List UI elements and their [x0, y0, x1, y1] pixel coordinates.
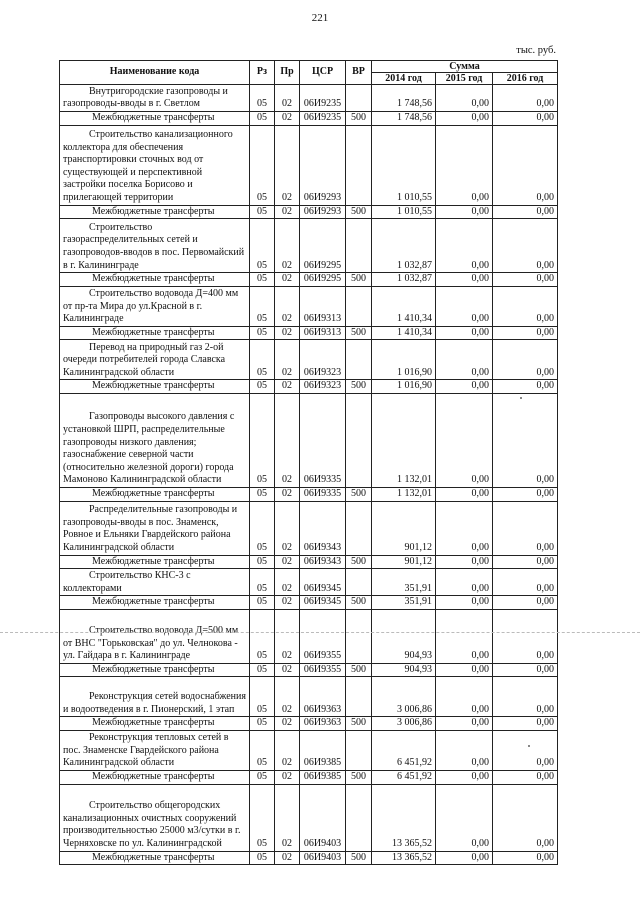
cell-pr: 02: [275, 380, 300, 394]
cell-csr: 06И9343: [300, 501, 346, 555]
cell-csr: 06И9345: [300, 596, 346, 610]
cell-2015: 0,00: [436, 112, 493, 126]
table-row-transfer: [60, 380, 558, 394]
cell-name: Межбюджетные трансферты: [60, 380, 250, 394]
cell-pr: 02: [275, 205, 300, 219]
cell-2016: 0,00: [493, 596, 558, 610]
cell-csr: 06И9355: [300, 609, 346, 663]
cell-2016: 0,00: [493, 609, 558, 663]
cell-rz: 05: [250, 717, 275, 731]
header-year-2015: 2015 год: [436, 73, 493, 85]
cell-csr: 06И9403: [300, 784, 346, 851]
cell-csr: 06И9295: [300, 273, 346, 287]
header-year-2016: 2016 год: [493, 73, 558, 85]
table-body: [60, 85, 558, 865]
cell-name: [60, 501, 250, 555]
table-row: [60, 609, 558, 663]
cell-pr: 02: [275, 730, 300, 770]
cell-vr: [346, 501, 372, 555]
cell-2014: 1 132,01: [372, 393, 436, 487]
cell-2014: 3 006,86: [372, 717, 436, 731]
cell-rz: 05: [250, 677, 275, 717]
cell-vr: [346, 286, 372, 326]
cell-2016: 0,00: [493, 286, 558, 326]
cell-vr: [346, 340, 372, 380]
header-vr: ВР: [346, 61, 372, 85]
cell-2016: 0,00: [493, 380, 558, 394]
cell-2016: 0,00: [493, 730, 558, 770]
cell-2015: 0,00: [436, 663, 493, 677]
cell-2015: 0,00: [436, 393, 493, 487]
cell-2014: 1 016,90: [372, 340, 436, 380]
cell-2016: 0,00: [493, 125, 558, 205]
table-row: [60, 125, 558, 205]
cell-2015: 0,00: [436, 125, 493, 205]
cell-2015: 0,00: [436, 219, 493, 273]
cell-2016: 0,00: [493, 851, 558, 865]
cell-pr: 02: [275, 273, 300, 287]
cell-rz: 05: [250, 340, 275, 380]
item-name: Строительство водовода Д=400 мм от пр-та Мира до ул.Красной в г. Калининграде: [63, 288, 239, 325]
cell-name: Межбюджетные трансферты: [60, 273, 250, 287]
table-row-transfer: [60, 555, 558, 569]
cell-2016: 0,00: [493, 393, 558, 487]
cell-vr: 500: [346, 205, 372, 219]
table-row: [60, 501, 558, 555]
cell-2015: 0,00: [436, 326, 493, 340]
cell-2014: 1 032,87: [372, 219, 436, 273]
cell-rz: 05: [250, 730, 275, 770]
table-row-transfer: [60, 487, 558, 501]
cell-name: [60, 609, 250, 663]
cell-pr: 02: [275, 569, 300, 596]
cell-csr: 06И9363: [300, 717, 346, 731]
cell-2016: 0,00: [493, 770, 558, 784]
cell-2015: 0,00: [436, 569, 493, 596]
cell-2014: 1 410,34: [372, 326, 436, 340]
cell-2014: 13 365,52: [372, 784, 436, 851]
header-name: Наименование кода: [60, 61, 250, 85]
cell-pr: 02: [275, 112, 300, 126]
table-row: [60, 219, 558, 273]
item-name: Реконструкция сетей водоснабжения и водоотведения в г. Пионерский, 1 этап: [63, 691, 246, 715]
cell-2015: 0,00: [436, 770, 493, 784]
cell-pr: 02: [275, 501, 300, 555]
cell-csr: 06И9323: [300, 340, 346, 380]
table-row-transfer: [60, 851, 558, 865]
cell-pr: 02: [275, 770, 300, 784]
cell-vr: 500: [346, 851, 372, 865]
item-name: Строительство канализационного коллектора для обеспечения транспортировки сточных вод от существующей и перспективной застройки поселка Борисово и прилегающей территории: [63, 129, 233, 203]
page-number: 221: [311, 12, 329, 24]
cell-pr: 02: [275, 340, 300, 380]
table-row-transfer: [60, 112, 558, 126]
header-row-top: [60, 61, 558, 73]
cell-2014: 904,93: [372, 609, 436, 663]
cell-name: [60, 393, 250, 487]
cell-2014: 901,12: [372, 501, 436, 555]
cell-pr: 02: [275, 609, 300, 663]
cell-csr: 06И9313: [300, 286, 346, 326]
cell-2015: 0,00: [436, 609, 493, 663]
cell-2014: 1 132,01: [372, 487, 436, 501]
cell-name: [60, 219, 250, 273]
cell-pr: 02: [275, 326, 300, 340]
cell-name: Межбюджетные трансферты: [60, 717, 250, 731]
cell-2016: 0,00: [493, 340, 558, 380]
cell-2016: 0,00: [493, 219, 558, 273]
cell-rz: 05: [250, 380, 275, 394]
cell-name: Межбюджетные трансферты: [60, 555, 250, 569]
cell-rz: 05: [250, 393, 275, 487]
cell-rz: 05: [250, 125, 275, 205]
cell-rz: 05: [250, 851, 275, 865]
cell-vr: [346, 125, 372, 205]
cell-pr: 02: [275, 85, 300, 112]
table-row: [60, 85, 558, 112]
table-row: [60, 569, 558, 596]
cell-2014: 1 016,90: [372, 380, 436, 394]
cell-name: [60, 677, 250, 717]
cell-vr: 500: [346, 326, 372, 340]
cell-pr: 02: [275, 125, 300, 205]
cell-name: [60, 85, 250, 112]
cell-csr: 06И9293: [300, 205, 346, 219]
cell-2015: 0,00: [436, 555, 493, 569]
scan-artifact-dot: [520, 397, 522, 399]
cell-vr: 500: [346, 770, 372, 784]
table-row-transfer: [60, 205, 558, 219]
cell-2016: 0,00: [493, 326, 558, 340]
cell-2015: 0,00: [436, 286, 493, 326]
table-row: [60, 340, 558, 380]
cell-2016: 0,00: [493, 273, 558, 287]
cell-csr: 06И9355: [300, 663, 346, 677]
cell-vr: [346, 730, 372, 770]
table-row-transfer: [60, 326, 558, 340]
cell-name: [60, 340, 250, 380]
item-name: Распределительные газопроводы и газопроводы-вводы в пос. Знаменск, Ровное и Ельняки Гвардейского района Калининградской области: [63, 504, 238, 553]
cell-csr: 06И9313: [300, 326, 346, 340]
cell-csr: 06И9293: [300, 125, 346, 205]
cell-name: Межбюджетные трансферты: [60, 205, 250, 219]
cell-2015: 0,00: [436, 340, 493, 380]
cell-2016: 0,00: [493, 677, 558, 717]
cell-vr: [346, 569, 372, 596]
header-rz: Рз: [250, 61, 275, 85]
cell-vr: 500: [346, 663, 372, 677]
cell-2016: 0,00: [493, 487, 558, 501]
cell-2015: 0,00: [436, 596, 493, 610]
cell-2015: 0,00: [436, 730, 493, 770]
cell-pr: 02: [275, 555, 300, 569]
cell-csr: 06И9385: [300, 770, 346, 784]
table-row: [60, 286, 558, 326]
cell-pr: 02: [275, 596, 300, 610]
cell-name: [60, 286, 250, 326]
cell-2016: 0,00: [493, 112, 558, 126]
table-row: [60, 677, 558, 717]
cell-2014: 904,93: [372, 663, 436, 677]
cell-rz: 05: [250, 286, 275, 326]
header-sum: Сумма: [372, 61, 558, 73]
cell-pr: 02: [275, 663, 300, 677]
cell-2015: 0,00: [436, 85, 493, 112]
cell-vr: 500: [346, 555, 372, 569]
cell-csr: 06И9363: [300, 677, 346, 717]
cell-vr: 500: [346, 717, 372, 731]
cell-rz: 05: [250, 112, 275, 126]
item-name: Реконструкция тепловых сетей в пос. Знаменске Гвардейского района Калининградской области: [63, 732, 229, 769]
cell-rz: 05: [250, 770, 275, 784]
cell-2014: 6 451,92: [372, 770, 436, 784]
table-row: [60, 393, 558, 487]
cell-name: [60, 784, 250, 851]
header-csr: ЦСР: [300, 61, 346, 85]
scan-artifact-line: [0, 632, 640, 633]
cell-rz: 05: [250, 487, 275, 501]
cell-2015: 0,00: [436, 784, 493, 851]
cell-2016: 0,00: [493, 717, 558, 731]
cell-2015: 0,00: [436, 380, 493, 394]
cell-2014: 1 032,87: [372, 273, 436, 287]
cell-rz: 05: [250, 205, 275, 219]
table-row-transfer: [60, 717, 558, 731]
cell-2016: 0,00: [493, 663, 558, 677]
cell-rz: 05: [250, 609, 275, 663]
cell-rz: 05: [250, 273, 275, 287]
item-name: Внутригородские газопроводы и газопроводы-вводы в г. Светлом: [63, 85, 228, 110]
cell-csr: 06И9235: [300, 112, 346, 126]
cell-name: Межбюджетные трансферты: [60, 326, 250, 340]
cell-vr: 500: [346, 112, 372, 126]
cell-name: Межбюджетные трансферты: [60, 851, 250, 865]
cell-pr: 02: [275, 219, 300, 273]
item-name: Строительство КНС-3 с коллекторами: [63, 569, 191, 594]
cell-pr: 02: [275, 286, 300, 326]
table-row: [60, 730, 558, 770]
cell-name: Межбюджетные трансферты: [60, 487, 250, 501]
cell-2015: 0,00: [436, 501, 493, 555]
cell-pr: 02: [275, 487, 300, 501]
cell-2016: 0,00: [493, 569, 558, 596]
cell-pr: 02: [275, 784, 300, 851]
cell-name: Межбюджетные трансферты: [60, 112, 250, 126]
cell-pr: 02: [275, 717, 300, 731]
table-row-transfer: [60, 273, 558, 287]
cell-csr: 06И9335: [300, 487, 346, 501]
cell-csr: 06И9403: [300, 851, 346, 865]
cell-csr: 06И9235: [300, 85, 346, 112]
cell-2014: 1 010,55: [372, 125, 436, 205]
cell-2015: 0,00: [436, 677, 493, 717]
cell-vr: [346, 219, 372, 273]
budget-table: [59, 60, 558, 865]
cell-pr: 02: [275, 393, 300, 487]
cell-2015: 0,00: [436, 205, 493, 219]
cell-csr: 06И9385: [300, 730, 346, 770]
cell-2014: 901,12: [372, 555, 436, 569]
cell-2016: 0,00: [493, 784, 558, 851]
cell-2015: 0,00: [436, 717, 493, 731]
cell-2014: 1 010,55: [372, 205, 436, 219]
cell-2015: 0,00: [436, 851, 493, 865]
cell-csr: 06И9345: [300, 569, 346, 596]
cell-2016: 0,00: [493, 501, 558, 555]
table-row-transfer: [60, 663, 558, 677]
cell-vr: 500: [346, 596, 372, 610]
cell-2016: 0,00: [493, 555, 558, 569]
cell-rz: 05: [250, 784, 275, 851]
cell-rz: 05: [250, 663, 275, 677]
cell-2015: 0,00: [436, 273, 493, 287]
cell-rz: 05: [250, 569, 275, 596]
cell-name: Межбюджетные трансферты: [60, 596, 250, 610]
header-pr: Пр: [275, 61, 300, 85]
item-name: Строительство газораспределительных сетей и газопроводов-вводов в пос. Первомайский в г. Калининграде: [63, 221, 245, 271]
cell-csr: 06И9295: [300, 219, 346, 273]
cell-name: [60, 730, 250, 770]
cell-2014: 1 748,56: [372, 112, 436, 126]
cell-2014: 6 451,92: [372, 730, 436, 770]
cell-name: [60, 569, 250, 596]
cell-vr: [346, 85, 372, 112]
cell-pr: 02: [275, 851, 300, 865]
cell-vr: 500: [346, 380, 372, 394]
table-row: [60, 784, 558, 851]
cell-vr: [346, 784, 372, 851]
scan-artifact-dot: [528, 745, 530, 747]
cell-csr: 06И9335: [300, 393, 346, 487]
cell-name: [60, 125, 250, 205]
table-row-transfer: [60, 596, 558, 610]
cell-vr: [346, 609, 372, 663]
cell-2014: 351,91: [372, 569, 436, 596]
units-label: тыс. руб.: [516, 45, 556, 56]
cell-vr: [346, 393, 372, 487]
item-name: Строительство водовода Д=500 мм от ВНС "Горьковская" до ул. Челнокова - ул. Гайдара в г. Калининграде: [63, 624, 239, 662]
cell-csr: 06И9323: [300, 380, 346, 394]
cell-2014: 1 748,56: [372, 85, 436, 112]
cell-rz: 05: [250, 326, 275, 340]
cell-rz: 05: [250, 501, 275, 555]
cell-pr: 02: [275, 677, 300, 717]
cell-rz: 05: [250, 85, 275, 112]
item-name: Перевод на природный газ 2-ой очереди потребителей города Славска Калининградской области: [63, 341, 226, 378]
item-name: Газопроводы высокого давления с установкой ШРП, распределительные газопроводы низкого давления; газоснабжение северной части (относительно железной дороги) города Мамоново Калининградской области: [63, 411, 235, 486]
cell-name: Межбюджетные трансферты: [60, 770, 250, 784]
cell-2016: 0,00: [493, 85, 558, 112]
cell-vr: 500: [346, 487, 372, 501]
header-year-2014: 2014 год: [372, 73, 436, 85]
cell-vr: 500: [346, 273, 372, 287]
table-row-transfer: [60, 770, 558, 784]
cell-csr: 06И9343: [300, 555, 346, 569]
cell-name: Межбюджетные трансферты: [60, 663, 250, 677]
cell-2014: 13 365,52: [372, 851, 436, 865]
cell-vr: [346, 677, 372, 717]
cell-rz: 05: [250, 596, 275, 610]
cell-2014: 1 410,34: [372, 286, 436, 326]
cell-2015: 0,00: [436, 487, 493, 501]
cell-2016: 0,00: [493, 205, 558, 219]
cell-2014: 351,91: [372, 596, 436, 610]
cell-rz: 05: [250, 555, 275, 569]
item-name: Строительство общегородских канализационных очистных сооружений производительностью 25000 м3/сутки в г. Черняховске по ул. Калининградской: [63, 800, 241, 849]
cell-rz: 05: [250, 219, 275, 273]
cell-2014: 3 006,86: [372, 677, 436, 717]
